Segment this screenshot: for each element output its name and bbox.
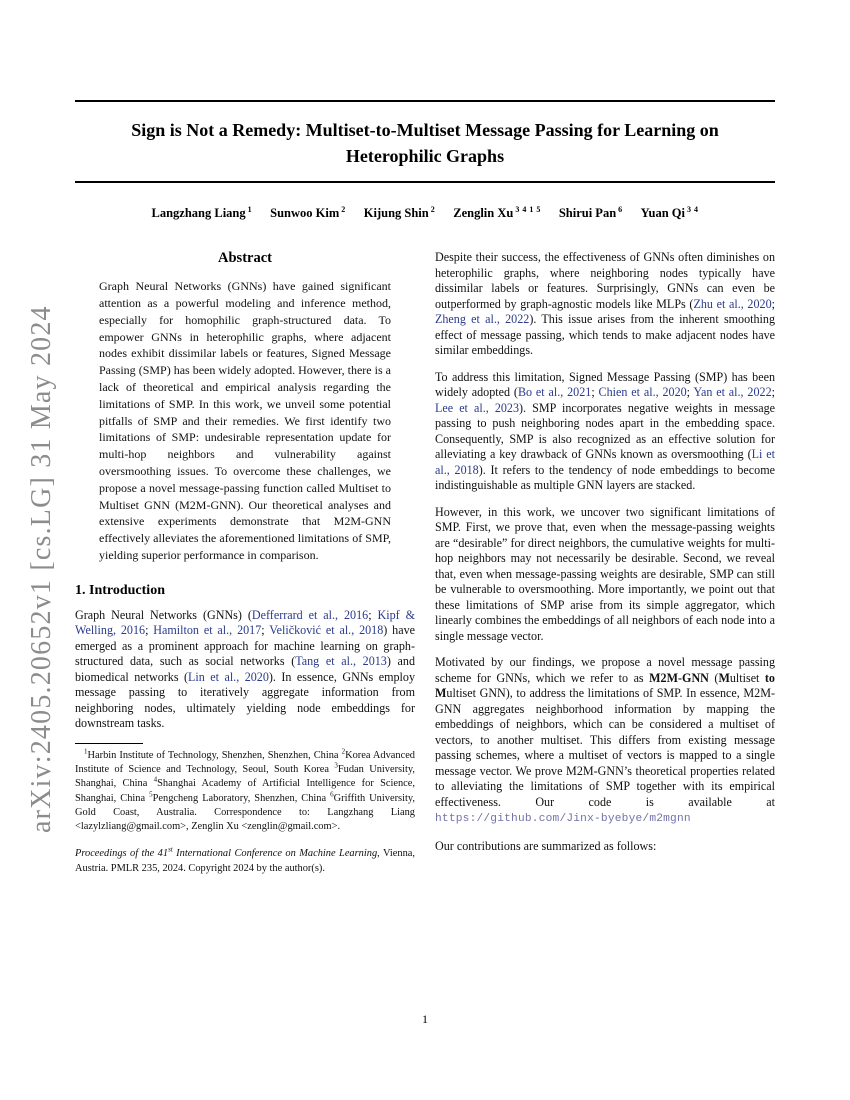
title-rule-bottom (75, 181, 775, 183)
body-paragraph: However, in this work, we uncover two significant limitations of SMP. First, we prove that, even when the message-passing weights are “desirable” for direct neighbors, the cumulative weights for multi-hop neighbors may not necessarily be desirable. Second, we reveal that, even when message-passing weights are desirable, SMP can still be vulnerable to oversmoothing. More importantly, we point out that these limitations of SMP arise from its simple aggregator, which linearly combines the embeddings of all neighbors of each node into a single message vector. (435, 504, 775, 643)
citation-link[interactable]: Kipf & Welling, 2016 (75, 607, 415, 638)
author-name: Shirui Pan (558, 206, 617, 221)
author-affiliation-sup: 2 (430, 205, 436, 214)
section-heading-introduction: 1. Introduction (75, 582, 165, 598)
left-column (75, 248, 415, 876)
author-name: Kijung Shin (363, 206, 429, 221)
author-affiliation-sup: 1 (247, 205, 253, 214)
right-column (435, 248, 775, 865)
abstract-heading: Abstract (218, 250, 272, 267)
citation-link[interactable]: Zheng et al., 2022 (435, 312, 530, 327)
author (559, 206, 623, 220)
author (270, 206, 346, 220)
citation-link[interactable]: Chien et al., 2020 (598, 385, 687, 400)
citation-link[interactable]: Tang et al., 2013 (295, 654, 387, 669)
body-paragraph: Motivated by our findings, we propose a novel message passing scheme for GNNs, which we refer to as M2M-GNN (Multiset to Multiset GNN), to address the limitations of SMP. In essence, M2M-GNN aggregates neighborhood information by mapping the embeddings of neighbors, which can be considered a multiset of vectors, to another multiset. This differs from existing message passing schemes, where a multiset of vectors is mapped to a single message vector. We prove M2M-GNN’s theoretical properties related to alleviating the limitations of SMP together with its empirical effectiveness. Our code is available at https://github.com/Jinx-byebye/m2mgnn (435, 655, 775, 826)
author-name: Langzhang Liang (151, 206, 246, 221)
code-repo-link[interactable]: https://github.com/Jinx-byebye/m2mgnn (435, 813, 691, 826)
citation-link[interactable]: Hamilton et al., 2017 (153, 623, 262, 638)
author-affiliation-sup: 2 (341, 205, 346, 214)
citation-link[interactable]: Lin et al., 2020 (188, 669, 269, 684)
paper-title: Sign is Not a Remedy: Multiset-to-Multiset Message Passing for Learning on Heterophilic Graphs (131, 120, 719, 166)
citation-link[interactable]: Defferrard et al., 2016 (251, 607, 369, 622)
citation-link[interactable]: Bo et al., 2021 (517, 385, 592, 400)
citation-link[interactable]: Li et al., 2018 (435, 447, 776, 477)
author-line (0, 205, 850, 221)
author-name: Yuan Qi (640, 206, 685, 221)
body-paragraph: To address this limitation, Signed Message Passing (SMP) has been widely adopted (Bo et al., 2021; Chien et al., 2020; Yan et al., 2022; Lee et al., 2023). SMP incorporates negative weights in message passing to push neighboring nodes apart in the embedding space. Consequently, SMP is also recognized as an effective solution for alleviating a key drawback of GNNs known as oversmoothing (Li et al., 2018). It refers to the tendency of node embeddings to become indistinguishable as multiple GNN layers are stacked. (435, 369, 776, 493)
citation-link[interactable]: Lee et al., 2023 (435, 400, 520, 415)
author (641, 206, 699, 220)
contributions-lead-in: Our contributions are summarized as follows: (435, 838, 657, 853)
author-name: Sunwoo Kim (270, 206, 340, 221)
author-name: Zenglin Xu (453, 206, 514, 221)
author (364, 206, 435, 220)
footnote-rule (75, 743, 143, 744)
title-rule-top (75, 100, 775, 102)
page-number: 1 (422, 1012, 428, 1026)
citation-link[interactable]: Zhu et al., 2020 (693, 296, 772, 311)
author-affiliation-sup: 3 4 1 5 (515, 205, 541, 214)
body-paragraph: Despite their success, the effectiveness of GNNs often diminishes on heterophilic graphs, where neighboring nodes typically have dissimilar labels or features. Surprisingly, GNNs can even be outperformed by graph-agnostic models like MLPs (Zhu et al., 2020; Zheng et al., 2022). This issue arises from the inherent smoothing effect of message passing, which tends to make adjacent nodes have similar embeddings. (435, 250, 776, 358)
affiliations-footnote: $^1$Harbin Institute of Technology, Shenzhen, Shenzhen, China $^2$Korea Advanced Institute of Science and Technology, Seoul, South Korea $^3$Fudan University, Shanghai, China $^4$Shanghai Academy of Artificial Intelligence for Science, Shanghai, China $^5$Pengcheng Laboratory, Shenzhen, China $^6$Griffith University, Gold Coast, Australia. Correspondence to: Langzhang Liang <lazylzliang@gmail.com>, Zenglin Xu <zenglin@gmail.com>. (75, 747, 415, 833)
author-affiliation-sup: 3 4 (687, 205, 699, 214)
arxiv-watermark: arXiv:2405.20652v1 [cs.LG] 31 May 2024 (26, 305, 57, 833)
author (453, 206, 541, 220)
abstract-text: Graph Neural Networks (GNNs) have gained significant attention as a powerful modeling and inference method, especially for homophilic graph-structured data. To empower GNNs in heterophilic graphs, where adjacent nodes exhibit dissimilar labels or features, Signed Message Passing (SMP) has been widely adopted. However, there is a lack of theoretical and empirical analysis regarding the limitations of SMP. In this work, we unveil some potential pitfalls of SMP and their remedies. We first identify two limitations of SMP: undesirable representation update for multi-hop neighbors and vulnerability against oversmoothing issues. To overcome these challenges, we propose a novel message-passing function called Multiset to Multiset GNN (M2M-GNN). Our theoretical analyses and extensive experiments demonstrate that M2M-GNN effectively alleviates the aforementioned limitations of SMP, yielding superior performance in comparison. (99, 279, 391, 562)
citation-link[interactable]: Yan et al., 2022 (693, 385, 772, 400)
author (152, 206, 253, 220)
proceedings-copyright-note: Proceedings of the 41st International Conference on Machine Learning, Vienna, Austria. PMLR 235, 2024. Copyright 2024 by the author(s). (75, 846, 415, 874)
author-affiliation-sup: 6 (618, 205, 623, 214)
introduction-paragraph: Graph Neural Networks (GNNs) (Defferrard et al., 2016; Kipf & Welling, 2016; Hamilton et al., 2017; Veličković et al., 2018) have emerged as a prominent approach for machine learning on graph-structured data, such as social networks (Tang et al., 2013) and biomedical networks (Lin et al., 2020). In essence, GNNs employ message passing to iteratively aggregate information from neighboring nodes, ultimately yielding node embeddings for downstream tasks. (75, 607, 415, 731)
citation-link[interactable]: Veličković et al., 2018 (269, 623, 384, 638)
two-column-body (75, 248, 775, 876)
